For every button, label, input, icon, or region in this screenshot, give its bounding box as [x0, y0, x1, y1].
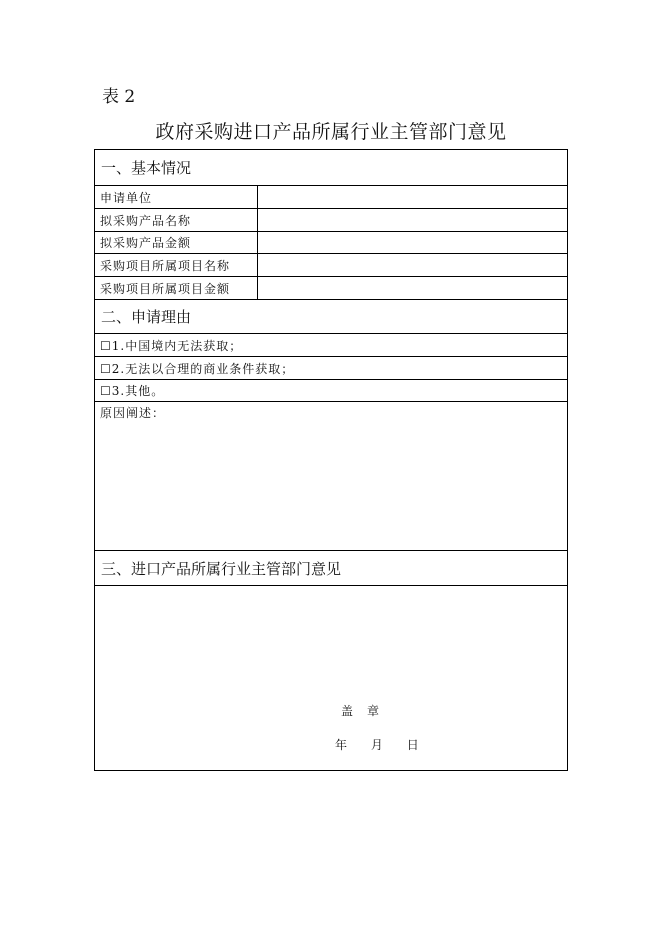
- section3-heading: [95, 551, 567, 586]
- reason-option-2-label: ☐2.无法以合理的商业条件获取；: [100, 361, 295, 376]
- document-title: 政府采购进口产品所属行业主管部门意见: [155, 121, 507, 143]
- date-line: [335, 736, 438, 753]
- field-label-project-amount: 采购项目所属项目金额: [95, 277, 258, 299]
- section3-heading-text: 三、进口产品所属行业主管部门意见: [101, 559, 342, 578]
- field-value-project-amount[interactable]: [258, 277, 567, 299]
- section1-heading-text: 一、基本情况: [101, 159, 192, 177]
- field-label-product-name: 拟采购产品名称: [95, 209, 258, 231]
- opinion-form: [94, 149, 568, 771]
- reason-option-3[interactable]: [95, 380, 567, 402]
- table-number: 表 2: [102, 87, 136, 107]
- field-value-applicant[interactable]: [258, 186, 567, 208]
- field-label-applicant: 申请单位: [95, 186, 258, 208]
- field-row-project-amount: [95, 277, 567, 300]
- reason-option-3-label: ☐3.其他。: [100, 384, 165, 398]
- field-value-project-name[interactable]: [258, 254, 567, 276]
- section2-heading: [95, 300, 567, 334]
- date-year-label: 年: [335, 738, 349, 752]
- reason-option-1-label: ☐1.中国境内无法获取；: [100, 338, 243, 353]
- field-row-project-name: [95, 254, 567, 277]
- field-row-applicant: [95, 186, 567, 209]
- field-label-project-name: 采购项目所属项目名称: [95, 254, 258, 276]
- explanation-label: 原因阐述：: [100, 406, 166, 420]
- field-value-product-amount[interactable]: [258, 232, 567, 253]
- reason-option-1[interactable]: [95, 334, 567, 357]
- field-label-product-amount: 拟采购产品金额: [95, 232, 258, 253]
- explanation-area[interactable]: [95, 402, 567, 551]
- opinion-area[interactable]: [95, 586, 567, 770]
- section2-heading-text: 二、申请理由: [101, 308, 192, 326]
- seal-label: 盖 章: [341, 704, 381, 718]
- field-value-product-name[interactable]: [258, 209, 567, 231]
- field-row-product-name: [95, 209, 567, 232]
- field-row-product-amount: [95, 232, 567, 254]
- date-month-label: 月: [370, 738, 384, 752]
- section1-heading: [95, 150, 567, 186]
- reason-option-2[interactable]: [95, 357, 567, 380]
- date-day-label: 日: [406, 738, 420, 752]
